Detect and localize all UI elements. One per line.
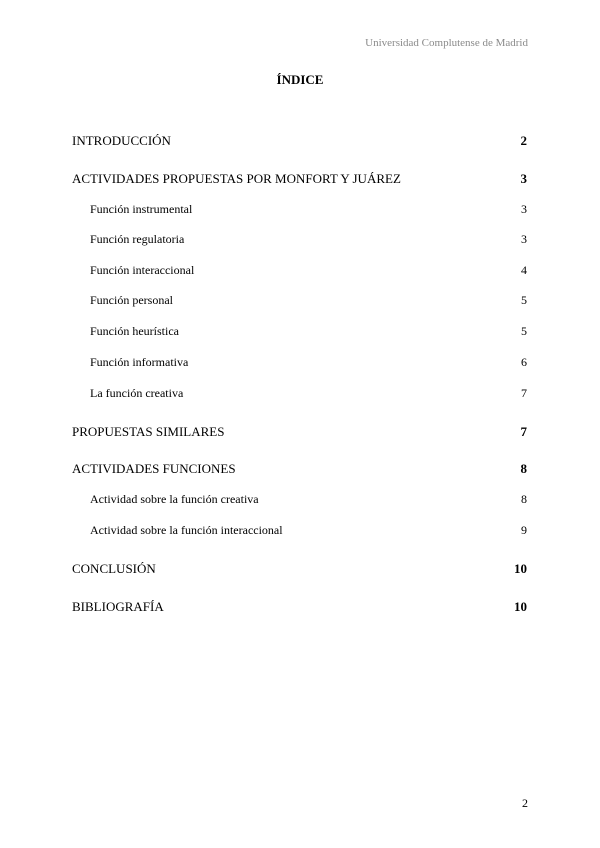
toc-entry-page: 5 (521, 293, 527, 307)
toc-entry-label: Función heurística (90, 324, 179, 338)
toc-entry-label: ACTIVIDADES FUNCIONES (72, 461, 236, 476)
toc-entry-propuestas-similares[interactable] (72, 424, 527, 440)
toc-entry-funcion-regulatoria[interactable] (72, 232, 527, 247)
toc-entry-label: Función personal (90, 293, 173, 307)
toc-entry-page: 3 (521, 232, 527, 246)
toc-entry-label: Actividad sobre la función interaccional (90, 523, 283, 537)
toc-entry-page: 5 (521, 324, 527, 338)
toc-entry-label: PROPUESTAS SIMILARES (72, 424, 225, 439)
toc-entry-label: BIBLIOGRAFÍA (72, 599, 164, 614)
toc-entry-conclusion[interactable] (72, 561, 527, 577)
toc-entry-page: 6 (521, 355, 527, 369)
toc-entry-label: ACTIVIDADES PROPUESTAS POR MONFORT Y JUÁREZ (72, 171, 401, 186)
toc-entry-page: 3 (520, 171, 527, 186)
toc-entry-label: Función interaccional (90, 263, 195, 277)
toc-entry-funcion-personal[interactable] (72, 293, 527, 308)
page-number: 2 (522, 796, 528, 810)
toc-entry-actividad-interaccional[interactable] (72, 523, 527, 538)
toc-entry-page: 7 (521, 386, 527, 400)
toc-entry-page: 9 (521, 523, 527, 537)
toc-entry-label: Función informativa (90, 355, 189, 369)
toc-entry-actividad-creativa[interactable] (72, 492, 527, 507)
toc-entry-page: 4 (521, 263, 527, 277)
toc-entry-page: 7 (520, 424, 527, 439)
toc-entry-funcion-instrumental[interactable] (72, 202, 527, 217)
toc-entry-label: Función regulatoria (90, 232, 185, 246)
toc-entry-funcion-informativa[interactable] (72, 355, 527, 370)
toc-entry-label: Actividad sobre la función creativa (90, 492, 259, 506)
toc-entry-introduccion[interactable] (72, 133, 527, 149)
toc-entry-funcion-heuristica[interactable] (72, 324, 527, 339)
toc-entry-page: 8 (521, 492, 527, 506)
toc-entry-funcion-interaccional[interactable] (72, 263, 527, 278)
toc-entry-page: 10 (514, 599, 527, 614)
page-title: ÍNDICE (276, 72, 324, 87)
toc-entry-label: Función instrumental (90, 202, 193, 216)
toc-entry-label: La función creativa (90, 386, 184, 400)
toc-entry-funcion-creativa[interactable] (72, 386, 527, 401)
toc-entry-actividades-propuestas[interactable] (72, 171, 527, 187)
toc-entry-page: 2 (520, 133, 527, 148)
toc-entry-label: CONCLUSIÓN (72, 561, 156, 576)
toc-entry-page: 10 (514, 561, 527, 576)
toc-entry-page: 3 (521, 202, 527, 216)
toc-entry-bibliografia[interactable] (72, 599, 527, 615)
toc-entry-label: INTRODUCCIÓN (72, 133, 171, 148)
toc-entry-actividades-funciones[interactable] (72, 461, 527, 477)
toc-entry-page: 8 (520, 461, 527, 476)
running-header: Universidad Complutense de Madrid (365, 37, 528, 49)
